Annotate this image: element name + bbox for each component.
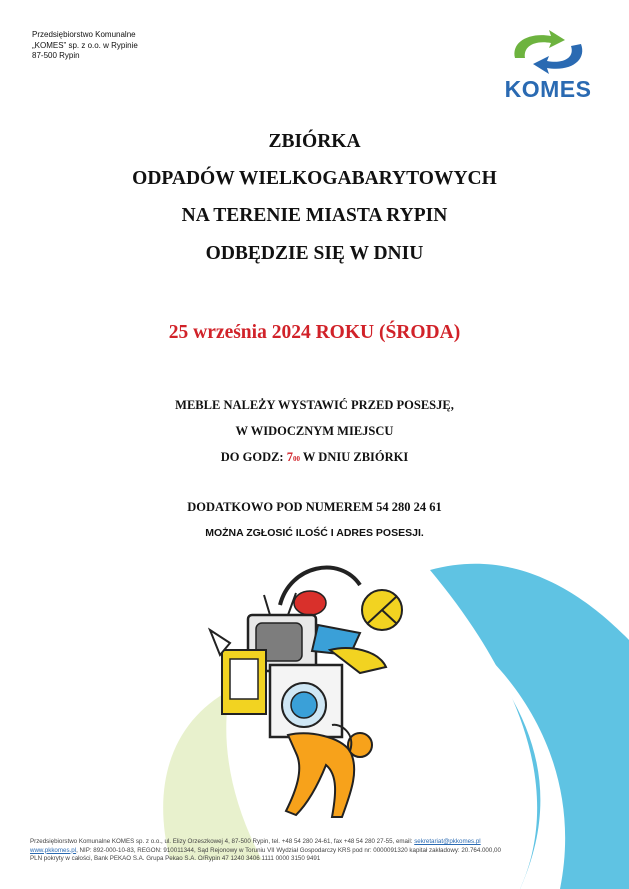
instruction-line-1: MEBLE NALEŻY WYSTAWIĆ PRZED POSESJĘ, (175, 398, 454, 412)
footer-line-1 (30, 838, 610, 847)
person-carrying-bulky-waste-illustration-icon (200, 555, 420, 830)
company-address-block (32, 30, 138, 62)
footer-website-link[interactable]: www.pkkomes.pl (30, 846, 77, 854)
title-line-4: ODBĘDZIE SIĘ W DNIU (205, 243, 424, 264)
footer-registration-text: , NIP: 892-000-10-83, REGON: 910011344, Sąd Rejonowy w Toruniu VII Wydział Gospodarczy KRS pod nr: 0000091320 kapitał zakładowy: 20.764.000,00 (76, 846, 501, 854)
deadline-prefix: DO GODZ: (220, 450, 284, 464)
title-line-3: NA TERENIE MIASTA RYPIN (181, 205, 448, 226)
deadline-minutes: 00 (292, 455, 300, 463)
deadline-hour: 7 (286, 450, 293, 464)
footer-email-link[interactable]: sekretariat@pkkomes.pl (414, 838, 481, 845)
footer-line-2 (30, 847, 610, 856)
contact-line-1: DODATKOWO POD NUMEREM 54 280 24 61 (187, 500, 442, 514)
footer-address-text: Przedsiębiorstwo Komunalne KOMES sp. z o.o., ul. Elizy Orzeszkowej 4, 87-500 Rypin, tel. +48 54 280 24-61, fax +48 54 280 27-55, email: (30, 838, 413, 845)
footer-line-3: PLN pokryty w całości, Bank PEKAO S.A. Grupa Pekao S.A. O/Rypin 47 1240 3406 1111 0000 3150 9491 (30, 855, 321, 862)
instruction-line-2: W WIDOCZNYM MIEJSCU (235, 424, 394, 438)
deadline-suffix: W DNIU ZBIÓRKI (302, 450, 409, 464)
collection-date: 25 września 2024 ROKU (ŚRODA) (168, 322, 461, 343)
komes-logo (495, 30, 605, 104)
instruction-line-3 (0, 450, 629, 465)
company-postal-line: 87-500 Rypin (32, 51, 80, 60)
recycling-arrows-logo-icon (495, 30, 601, 74)
title-line-1: ZBIÓRKA (268, 131, 361, 152)
title-line-2: ODPADÓW WIELKOGABARYTOWYCH (132, 168, 497, 189)
contact-line-2: MOŻNA ZGŁOSIĆ ILOŚĆ I ADRES POSESJI. (205, 527, 424, 539)
company-name-line: Przedsiębiorstwo Komunalne (32, 30, 136, 39)
logo-wordmark: KOMES (504, 76, 592, 102)
footer (30, 838, 610, 864)
company-legal-name-line: „KOMES” sp. z o.o. w Rypinie (32, 40, 138, 50)
